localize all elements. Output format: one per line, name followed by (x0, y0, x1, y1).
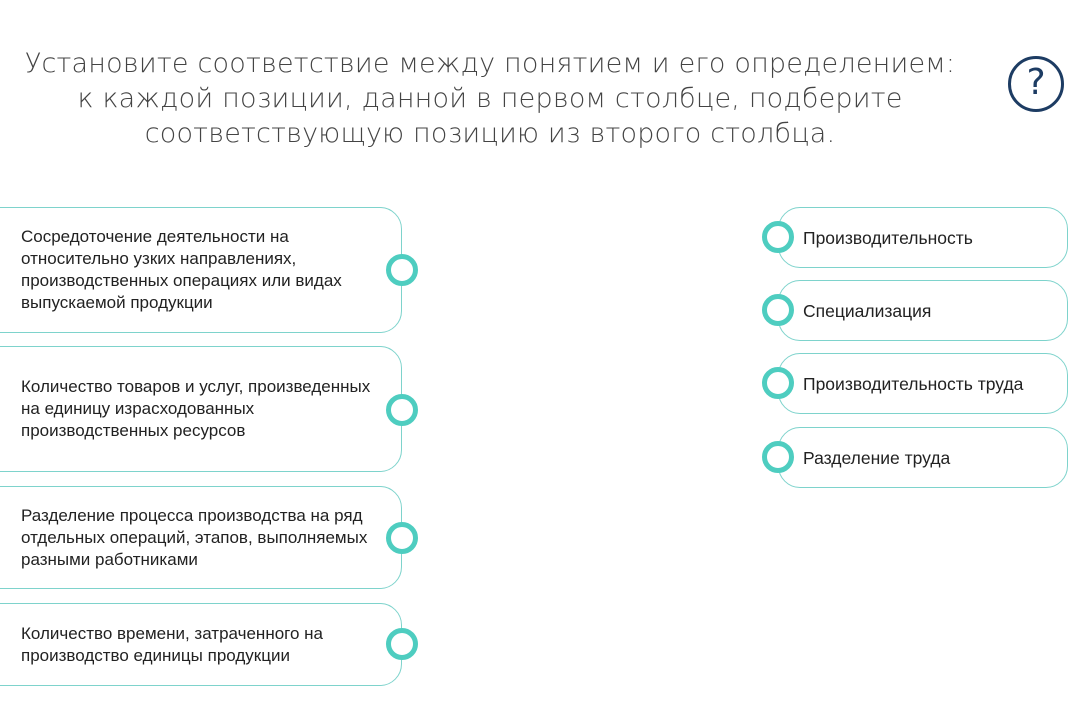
task-instruction: Установите соответствие между понятием и его определением: к каждой позиции, данной в первом столбце, подберите соответствующую позицию из второго столбца. (24, 48, 956, 149)
left-item-4[interactable] (0, 603, 402, 686)
right-item-3[interactable] (778, 353, 1068, 414)
right-item-1[interactable] (778, 207, 1068, 268)
right-item-2-connector[interactable] (762, 294, 794, 326)
left-item-4-connector[interactable] (386, 628, 418, 660)
right-item-3-connector[interactable] (762, 367, 794, 399)
right-item-1-label: Производительность (803, 227, 973, 248)
left-item-1-connector[interactable] (386, 254, 418, 286)
right-item-4-connector[interactable] (762, 441, 794, 473)
left-item-3[interactable] (0, 486, 402, 589)
left-item-1-label: Сосредоточение деятельности на относительно узких направлениях, производственных операциях или видах выпускаемой продукции (21, 227, 342, 312)
left-item-3-label: Разделение процесса производства на ряд отдельных операций, этапов, выполняемых разными работниками (21, 505, 368, 569)
right-item-3-label: Производительность труда (803, 373, 1024, 394)
left-item-3-connector[interactable] (386, 522, 418, 554)
right-item-2[interactable] (778, 280, 1068, 341)
left-item-1[interactable] (0, 207, 402, 333)
left-item-2[interactable] (0, 346, 402, 472)
right-item-2-label: Специализация (803, 300, 932, 321)
question-mark-icon: ? (1026, 62, 1046, 103)
right-item-1-connector[interactable] (762, 221, 794, 253)
right-item-4[interactable] (778, 427, 1068, 488)
help-button[interactable] (1008, 56, 1064, 112)
left-item-4-label: Количество времени, затраченного на производство единицы продукции (21, 623, 324, 665)
left-item-2-label: Количество товаров и услуг, произведенных на единицу израсходованных производственных ресурсов (21, 377, 371, 440)
right-item-4-label: Разделение труда (803, 447, 951, 468)
left-item-2-connector[interactable] (386, 394, 418, 426)
